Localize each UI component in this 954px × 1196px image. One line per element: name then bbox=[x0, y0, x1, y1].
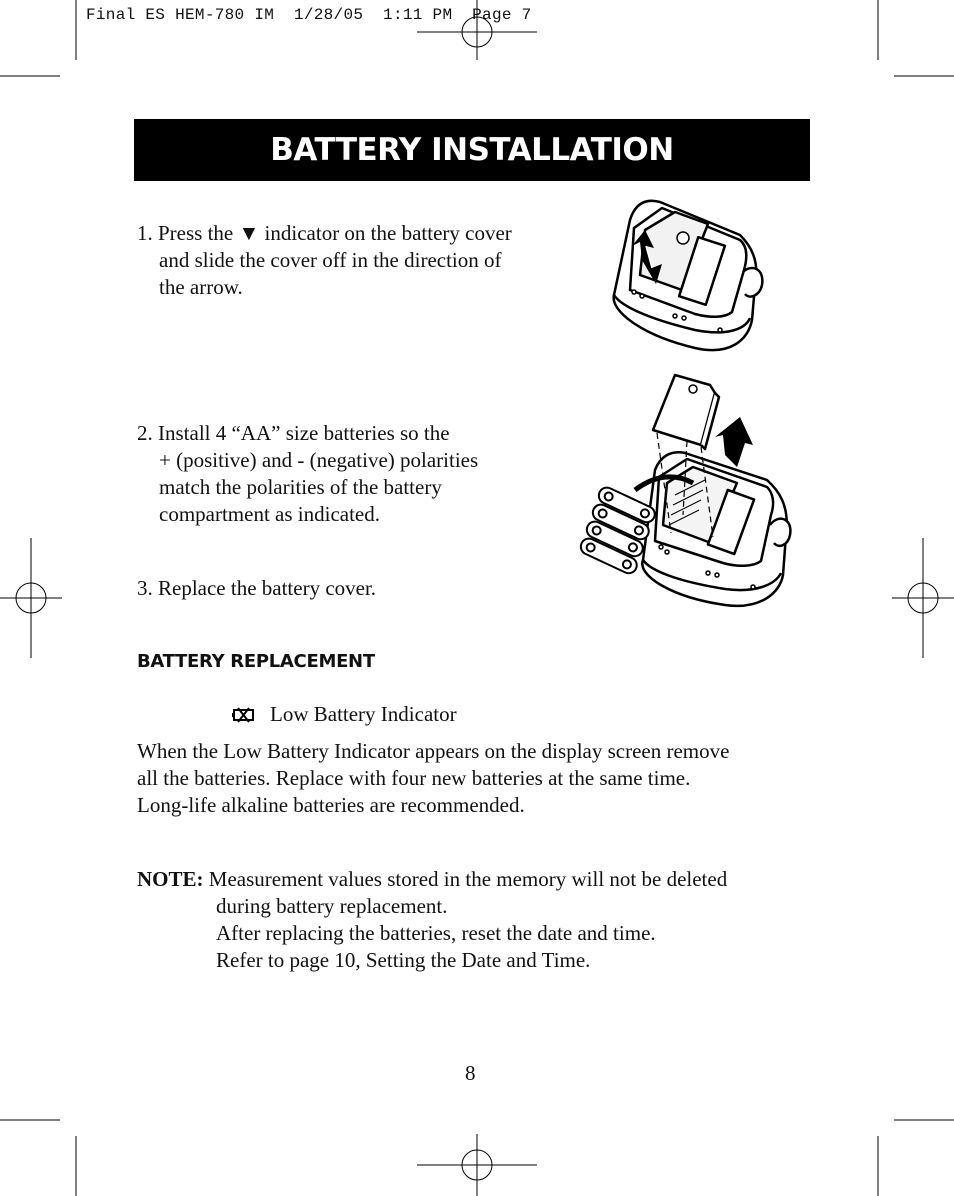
step-1-line-1-post: indicator on the battery cover bbox=[259, 221, 512, 245]
printer-slug: Final ES HEM-780 IM 1/28/05 1:11 PM Page 7 bbox=[86, 6, 532, 24]
note-line-1: Measurement values stored in the memory will not be deleted bbox=[203, 867, 728, 891]
step-3-line-1: 3. Replace the battery cover. bbox=[137, 576, 377, 600]
step-2-line-3: match the polarities of the battery bbox=[159, 475, 442, 499]
note-line-3: After replacing the batteries, reset the date and time. bbox=[216, 921, 656, 945]
replacement-line-3: Long-life alkaline batteries are recommended. bbox=[137, 793, 525, 817]
low-battery-indicator-label: Low Battery Indicator bbox=[270, 702, 457, 726]
step-2-line-4: compartment as indicated. bbox=[159, 502, 381, 526]
low-battery-icon bbox=[232, 706, 256, 724]
battery-replacement-heading: BATTERY REPLACEMENT bbox=[137, 651, 375, 672]
battery-cover-removal-illustration bbox=[600, 190, 775, 360]
replacement-paragraph bbox=[137, 738, 817, 819]
step-1-line-1-pre: 1. Press the bbox=[137, 221, 239, 245]
note-line-4: Refer to page 10, Setting the Date and Time. bbox=[216, 948, 591, 972]
page-number: 8 bbox=[465, 1061, 476, 1085]
step-1 bbox=[137, 220, 567, 301]
down-triangle-icon: ▼ bbox=[238, 221, 260, 245]
page-title: BATTERY INSTALLATION bbox=[270, 132, 674, 168]
note-block bbox=[137, 866, 817, 974]
step-1-line-3: the arrow. bbox=[159, 275, 243, 299]
step-1-line-2: and slide the cover off in the direction of bbox=[159, 248, 502, 272]
step-2-line-2: + (positive) and - (negative) polarities bbox=[159, 448, 479, 472]
step-2 bbox=[137, 420, 567, 528]
note-label: NOTE: bbox=[137, 867, 204, 891]
step-3 bbox=[137, 575, 567, 602]
title-bar bbox=[134, 119, 810, 181]
replacement-line-1: When the Low Battery Indicator appears on the display screen remove bbox=[137, 739, 730, 763]
battery-insertion-illustration bbox=[575, 365, 795, 610]
low-battery-indicator-row bbox=[232, 701, 457, 728]
step-2-line-1: 2. Install 4 “AA” size batteries so the bbox=[137, 421, 450, 445]
replacement-line-2: all the batteries. Replace with four new batteries at the same time. bbox=[137, 766, 691, 790]
note-line-2: during battery replacement. bbox=[216, 894, 448, 918]
